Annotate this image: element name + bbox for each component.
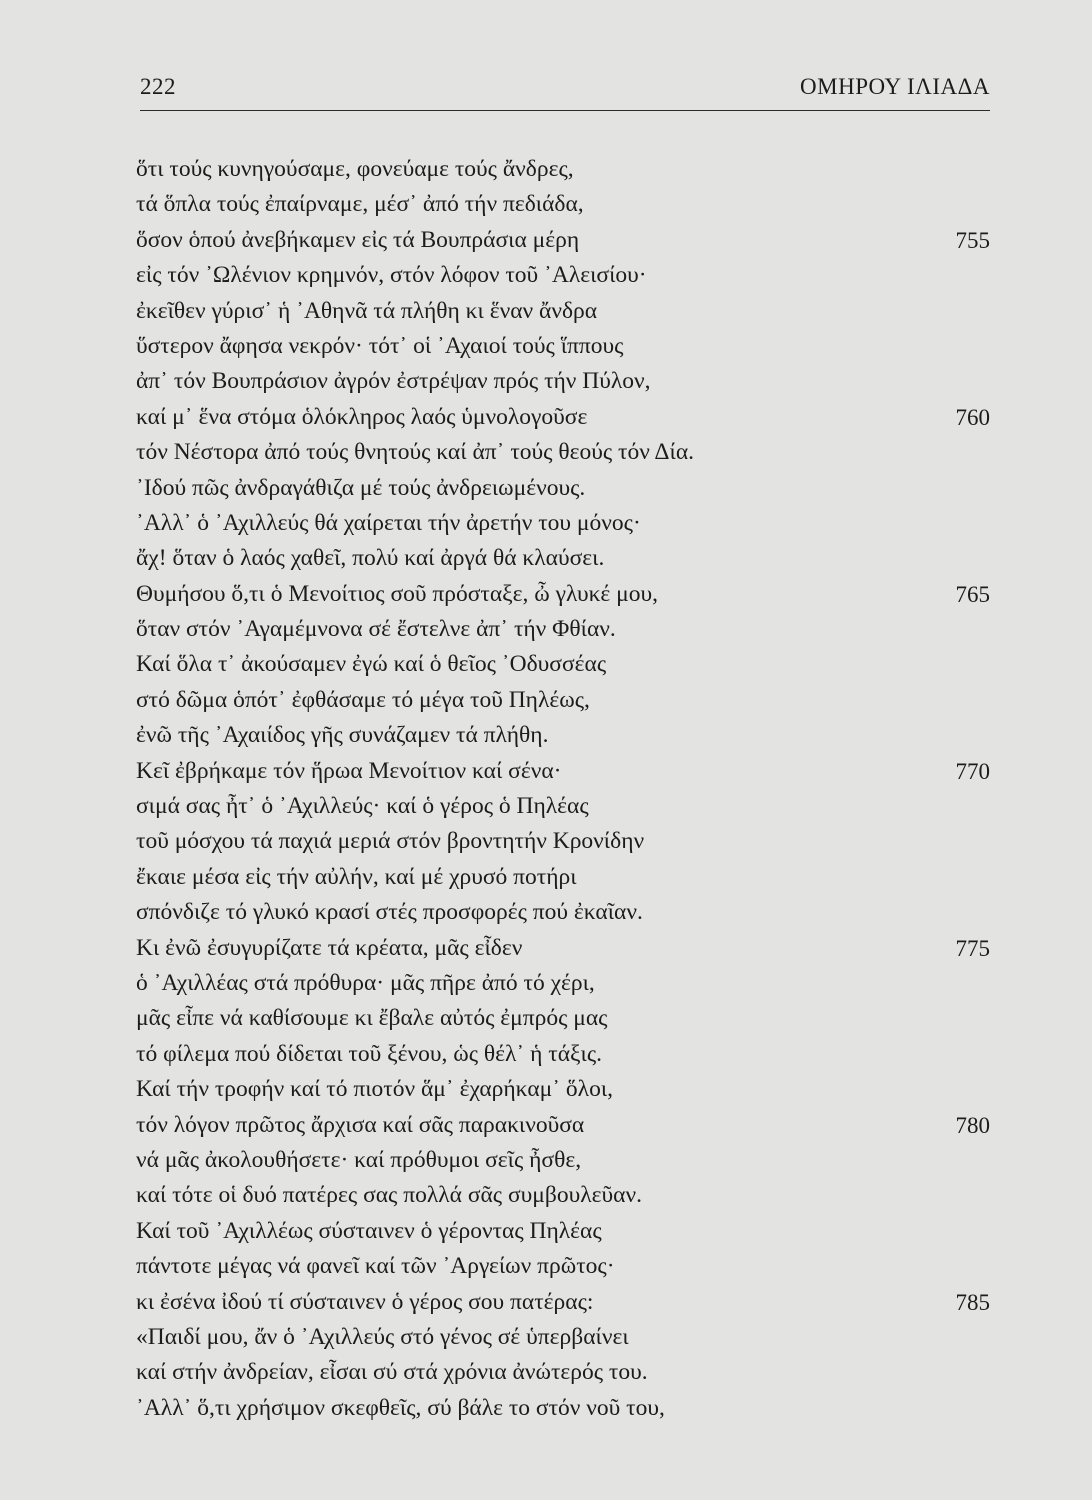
verse-line [136, 223, 990, 258]
verse-text: πάντοτε μέγας νά φανεῖ καί τῶν ᾿Αργείων πρῶτος· [136, 1253, 615, 1280]
verse-line [136, 1001, 990, 1036]
verse-text: Καί τοῦ ᾿Αχιλλέως σύσταινεν ὁ γέροντας Πηλέας [136, 1217, 602, 1244]
line-number: 775 [955, 935, 990, 961]
verse-text: στό δῶμα ὁπότ᾽ ἐφθάσαμε τό μέγα τοῦ Πηλέως, [136, 686, 590, 713]
verse-block [136, 152, 990, 1426]
verse-line [136, 1178, 990, 1213]
verse-line [136, 187, 990, 222]
verse-line [136, 612, 990, 647]
verse-line [136, 364, 990, 399]
line-number: 770 [955, 758, 990, 784]
verse-line [136, 258, 990, 293]
verse-line [136, 895, 990, 930]
verse-line [136, 789, 990, 824]
verse-text: ἐνῶ τῆς ᾿Αχαιίδος γῆς συνάζαμεν τά πλήθη. [136, 722, 549, 749]
line-number: 765 [955, 581, 990, 607]
verse-line [136, 329, 990, 364]
header-rule [140, 110, 990, 111]
verse-text: καί στήν ἀνδρείαν, εἶσαι σύ στά χρόνια ἀνώτερός του. [136, 1359, 648, 1386]
verse-text: ᾿Αλλ᾽ ὁ ᾿Αχιλλεύς θά χαίρεται τήν ἀρετήν του μόνος· [136, 509, 641, 536]
verse-line [136, 1320, 990, 1355]
verse-line [136, 1037, 990, 1072]
page-number: 222 [140, 74, 176, 99]
verse-text: ὅταν στόν ᾿Αγαμέμνονα σέ ἔστελνε ἀπ᾽ τήν Φθίαν. [136, 616, 616, 643]
verse-line [136, 506, 990, 541]
verse-line [136, 931, 990, 966]
verse-line [136, 718, 990, 753]
verse-text: ὁ ᾿Αχιλλέας στά πρόθυρα· μᾶς πῆρε ἀπό τό χέρι, [136, 969, 595, 996]
verse-line [136, 1355, 990, 1390]
verse-text: ἀπ᾽ τόν Βουπράσιον ἀγρόν ἐστρέψαν πρός τήν Πύλον, [136, 368, 651, 395]
verse-line [136, 471, 990, 506]
verse-line [136, 754, 990, 789]
line-number: 760 [955, 404, 990, 430]
verse-text: Θυμήσου ὅ,τι ὁ Μενοίτιος σοῦ πρόσταξε, ὦ γλυκέ μου, [136, 580, 659, 607]
verse-line [136, 647, 990, 682]
verse-line [136, 1285, 990, 1320]
line-number: 780 [955, 1112, 990, 1138]
verse-text: Καί τήν τροφήν καί τό πιοτόν ἅμ᾽ ἐχαρήκαμ᾽ ὅλοι, [136, 1076, 614, 1103]
verse-text: τόν λόγον πρῶτος ἄρχισα καί σᾶς παρακινοῦσα [136, 1111, 585, 1138]
verse-line [136, 1108, 990, 1143]
verse-line [136, 1072, 990, 1107]
verse-line [136, 1143, 990, 1178]
verse-text: Κι ἐνῶ ἐσυγυρίζατε τά κρέατα, μᾶς εἶδεν [136, 934, 523, 961]
verse-text: κι ἐσένα ἰδού τί σύσταινεν ὁ γέρος σου πατέρας: [136, 1288, 594, 1315]
verse-line [136, 152, 990, 187]
verse-text: Καί ὅλα τ᾽ ἀκούσαμεν ἐγώ καί ὁ θεῖος ᾿Οδυσσέας [136, 651, 607, 678]
verse-text: ἄχ! ὅταν ὁ λαός χαθεῖ, πολύ καί ἀργά θά κλαύσει. [136, 545, 605, 572]
verse-text: τοῦ μόσχου τά παχιά μεριά στόν βροντητήν Κρονίδην [136, 828, 645, 855]
verse-line [136, 824, 990, 859]
verse-text: μᾶς εἶπε νά καθίσουμε κι ἔβαλε αὐτός ἐμπρός μας [136, 1005, 608, 1032]
verse-line [136, 860, 990, 895]
line-number: 755 [955, 227, 990, 253]
page-header [140, 74, 990, 110]
verse-line [136, 683, 990, 718]
running-title: ΟΜΗΡΟΥ ΙΛΙΑΔΑ [800, 74, 990, 99]
verse-line [136, 400, 990, 435]
verse-text: νά μᾶς ἀκολουθήσετε· καί πρόθυμοι σεῖς ἦσθε, [136, 1146, 582, 1173]
verse-text: καί τότε οἱ δυό πατέρες σας πολλά σᾶς συμβουλεῦαν. [136, 1182, 642, 1209]
verse-text: εἰς τόν ᾿Ωλένιον κρημνόν, στόν λόφον τοῦ ᾿Αλεισίου· [136, 262, 647, 289]
verse-text: «Παιδί μου, ἄν ὁ ᾿Αχιλλεύς στό γένος σέ ὑπερβαίνει [136, 1323, 629, 1350]
verse-line [136, 1214, 990, 1249]
verse-line [136, 577, 990, 612]
verse-text: ᾿Ιδού πῶς ἀνδραγάθιζα μέ τούς ἀνδρειωμένους. [136, 474, 586, 501]
verse-text: ὅσον ὁπού ἀνεβήκαμεν εἰς τά Βουπράσια μέρη [136, 226, 580, 253]
verse-line [136, 294, 990, 329]
verse-text: σιμά σας ἦτ᾽ ὁ ᾿Αχιλλεύς· καί ὁ γέρος ὁ Πηλέας [136, 793, 589, 820]
verse-text: τό φίλεμα πού δίδεται τοῦ ξένου, ὡς θέλ᾽ ἡ τάξις. [136, 1040, 602, 1067]
line-number: 785 [955, 1289, 990, 1315]
verse-text: ὕστερον ἄφησα νεκρόν· τότ᾽ οἱ ᾿Αχαιοί τούς ἵππους [136, 332, 624, 359]
verse-text: ὅτι τούς κυνηγούσαμε, φονεύαμε τούς ἄνδρες, [136, 156, 574, 182]
verse-text: σπόνδιζε τό γλυκό κρασί στές προσφορές πού ἐκαῖαν. [136, 899, 643, 926]
verse-text: Κεῖ ἐβρήκαμε τόν ἥρωα Μενοίτιον καί σένα· [136, 757, 562, 784]
verse-line [136, 966, 990, 1001]
verse-text: ἐκεῖθεν γύρισ᾽ ἡ ᾿Αθηνᾶ τά πλήθη κι ἕναν ἄνδρα [136, 297, 598, 324]
verse-text: καί μ᾽ ἕνα στόμα ὁλόκληρος λαός ὑμνολογοῦσε [136, 403, 588, 430]
verse-text: τά ὅπλα τούς ἐπαίρναμε, μέσ᾽ ἀπό τήν πεδιάδα, [136, 191, 584, 218]
verse-text: τόν Νέστορα ἀπό τούς θνητούς καί ἀπ᾽ τούς θεούς τόν Δία. [136, 439, 695, 466]
verse-line [136, 435, 990, 470]
verse-text: ἔκαιε μέσα εἰς τήν αὐλήν, καί μέ χρυσό ποτήρι [136, 863, 577, 890]
verse-line [136, 1249, 990, 1284]
verse-line [136, 1391, 990, 1426]
verse-line [136, 541, 990, 576]
verse-text: ᾿Αλλ᾽ ὅ,τι χρήσιμον σκεφθεῖς, σύ βάλε το στόν νοῦ του, [136, 1394, 665, 1421]
